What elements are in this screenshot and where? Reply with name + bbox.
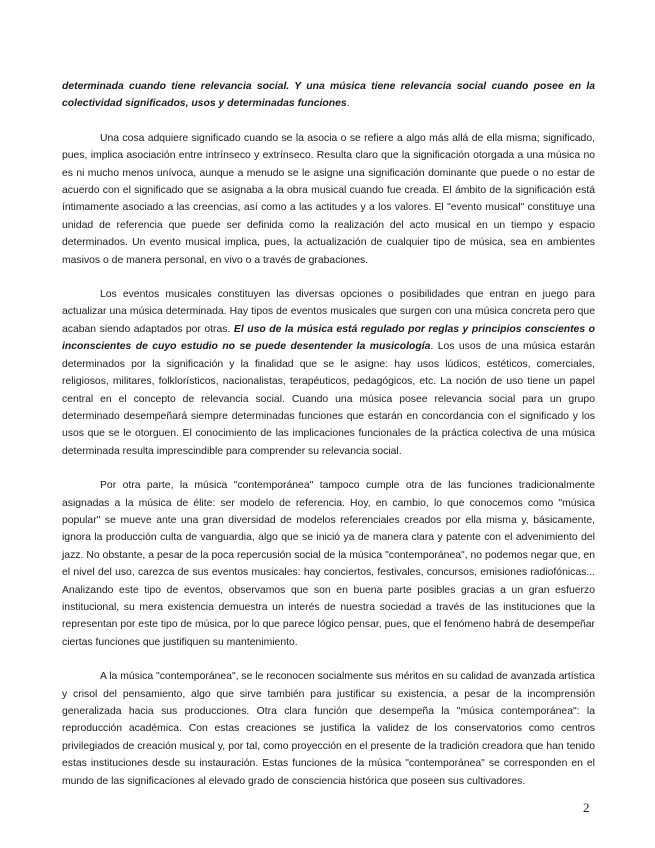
paragraph-5 [62,668,595,790]
paragraph-4 [62,477,595,651]
body-text: Una cosa adquiere significado cuando se la asocia o se refiere a algo más allá de ella misma; significado, pues, implica asociación entre intrínseco y extrínseco. Resulta claro que la significación otorgada a una música no es ni mucho menos unívoca, aunque a menudo se le asigne una significación dominante que puede o no estar de acuerdo con el significado que se asignaba a la obra musical cuando fue creada. El ámbito de la significación está íntimamente asociado a las creencias, así como a las actitudes y a los valores. El "evento musical" constituye una unidad de referencia que puede ser definida como la realización del acto musical en un tiempo y espacio determinados. Un evento musical implica, pues, la actualización de cualquier tipo de música, sea en ambientes masivos o de manera personal, en vivo o a través de grabaciones. [62,132,595,266]
body-text: . Los usos de una música estarán determinados por la significación y la finalidad que se le asigne: hay usos lúdicos, estéticos, comerciales, religiosos, militares, folklorísticos, nacionalistas, terapéuticos, pedagógicos, etc. La noción de uso tiene un papel central en el concepto de relevancia social. Cuando una música posee relevancia social para un grupo determinado desempeñará siempre determinadas funciones que estarán en concordancia con el significado y los usos que se le otorguen. El conocimiento de las implicaciones funcionales de la práctica colectiva de una música determinada resulta imprescindible para comprender su relevancia social. [62,341,596,457]
body-text: A la música "contemporánea", se le reconocen socialmente sus méritos en su calidad de avanzada artística y crisol del pensamiento, algo que sirve también para justificar su existencia, a pesar de la incomprensión generalizada hacia sus producciones. Otra clara función que desempeña la "música contemporánea": la reproducción académica. Con estas creaciones se justifica la validez de los conservatorios como centros privilegiados de creación musical y, por tal, como proyección en el presente de la tradición creadora que han tenido estas instituciones desde su instauración. Estas funciones de la música "contemporánea" se corresponden en el mundo de las significaciones al elevado grado de consciencia histórica que poseen sus cultivadores. [62,671,595,787]
body-text: Los eventos musicales constituyen las diversas opciones o posibilidades que entran en juego para actualizar una música determinada. Hay tipos de eventos musicales que surgen con una música concreta pero que acaban siendo adaptados por otras. [62,289,595,335]
body-text: . [346,98,350,110]
bold-italic-text: El uso de la música está regulado por reglas y principios conscientes o inconscientes de cuyo estudio no se puede desentender la musicología [62,323,595,353]
body-text: Por otra parte, la música "contemporánea" tampoco cumple otra de las funciones tradicionalmente asignadas a la música de élite: ser modelo de referencia. Hoy, en cambio, lo que conocemos como "música popular" se mueve ante una gran diversidad de modelos referenciales creados por ella misma y, básicamente, ignora la producción culta de vanguardia, algo que se inició ya de manera clara y patente con el advenimiento del jazz. No obstante, a pesar de la poca repercusión social de la música "contemporánea", no podemos negar que, en el nivel del uso, carezca de sus eventos musicales: hay conciertos, festivales, concursos, emisiones radiofónicas... Analizando este tipo de eventos, observamos que son en buena parte posibles gracias a un gran esfuerzo institucional, su mera existencia demuestra un interés de nuestra sociedad a través de las instituciones que la representan por este tipo de música, por lo que parece lógico pensar, pues, que el fenómeno habrá de desempeñar ciertas funciones que justifiquen su mantenimiento. [62,480,595,648]
paragraph-1 [62,78,595,113]
paragraph-2 [62,130,595,269]
paragraph-3 [62,286,595,460]
document-body [62,78,595,807]
page-number: 2 [583,800,590,815]
bold-italic-text: determinada cuando tiene relevancia social. Y una música tiene relevancia social cuando posee en la colectividad significados, usos y determinadas funciones [62,81,595,110]
